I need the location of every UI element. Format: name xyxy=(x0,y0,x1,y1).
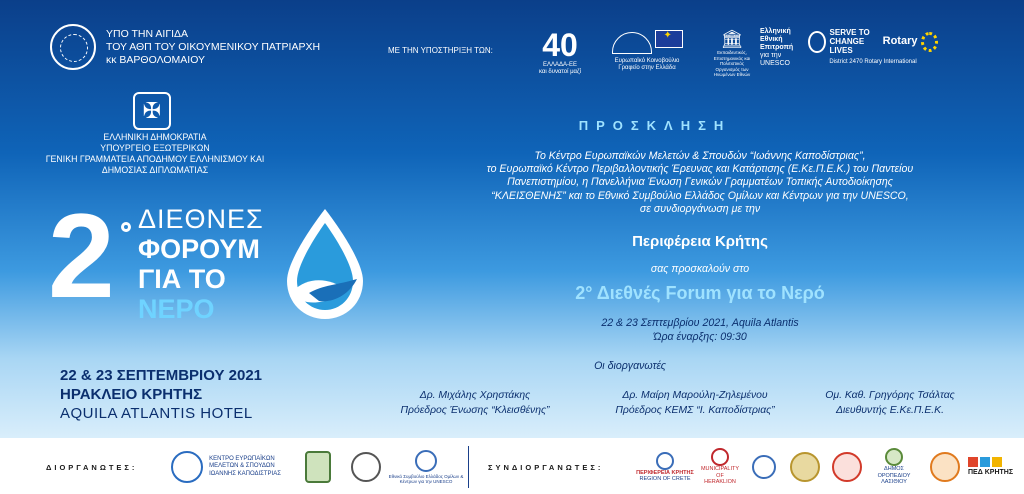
partner-logo-c xyxy=(830,446,864,488)
organizers-label: Οι διοργανωτές xyxy=(594,360,666,372)
sponsor-small: Εκπαιδευτικός, Επιστημονικός και Πολιτιστικός Οργανισμός των Ηνωμένων Εθνών xyxy=(713,50,751,77)
ped-crete-logo xyxy=(968,446,1018,488)
kems-line: ΚΕΝΤΡΟ ΕΥΡΩΠΑΪΚΩΝ xyxy=(209,455,275,462)
ped-shape-icon xyxy=(980,457,990,467)
organizer-name: Δρ. Μιχάλης Χρηστάκης xyxy=(419,390,531,401)
organizer-role: Πρόεδρος Ένωσης “Κλεισθένης” xyxy=(400,404,550,416)
rotary-gear-icon xyxy=(921,32,938,52)
logo-line-1: ΔΙΕΘΝΕΣ xyxy=(138,204,264,234)
ped-text-line: ΚΡΗΤΗΣ xyxy=(984,469,1014,476)
ministry-line: ΕΛΛΗΝΙΚΗ ΔΗΜΟΚΡΑΤΙΑ xyxy=(103,132,207,142)
ministry-line: ΔΗΜΟΣΙΑΣ ΔΙΠΛΩΜΑΤΙΑΣ xyxy=(101,165,209,175)
event-hotel: AQUILA ATLANTIS HOTEL xyxy=(60,405,253,422)
logo-line-4: ΝΕΡΟ xyxy=(138,294,215,324)
kems-line: ΙΩΑΝΝΗΣ ΚΑΠΟΔΙΣΤΡΙΑΣ xyxy=(209,470,281,477)
degree-mark-icon xyxy=(121,222,131,232)
partner-logo-d xyxy=(924,446,966,488)
event-when xyxy=(440,316,960,344)
invitation-line: “ΚΛΕΙΣΘΕΝΗΣ” και το Εθνικό Συμβούλιο Ελλάδος Ομίλων και Κέντρων για την UNESCO, xyxy=(491,189,909,202)
partner-logo-b xyxy=(788,446,822,488)
oropedio-text: ΛΑΣΙΘΙΟΥ xyxy=(881,479,907,486)
ped-shape-icon xyxy=(968,457,978,467)
start-time: Ώρα έναρξης: 09:30 xyxy=(653,331,747,343)
oropedio-logo xyxy=(868,446,920,488)
unesco-council-logo xyxy=(388,446,464,488)
sponsor-line: και δυνατοί μαζί xyxy=(538,69,581,75)
organizer-signature xyxy=(580,389,810,418)
invitation-line: Πανεπιστημίου, η Πανελλήνια Ένωση Γενικών Γραμματέων Τοπικής Αυτοδιοίκησης xyxy=(507,176,893,189)
municipality-text: HERAKLION xyxy=(704,479,736,486)
kems-logo xyxy=(166,446,286,488)
sponsor-greece-eu-logo xyxy=(530,28,590,74)
patriarchate-text xyxy=(106,28,320,67)
footer-organizers-label: ΔΙΟΡΓΑΝΩΤΕΣ: xyxy=(46,463,138,472)
region-name: Περιφέρεια Κρήτης xyxy=(632,233,768,250)
water-drop-icon xyxy=(275,205,375,325)
sponsor-40-number: 40 xyxy=(542,27,578,63)
invite-line: σας προσκαλούν στο xyxy=(650,263,750,275)
oropedio-emblem-icon xyxy=(885,448,903,466)
partner-emblem-icon xyxy=(752,455,776,479)
forum-logo-number: 2 xyxy=(48,189,115,323)
when-line: 22 & 23 Σεπτεμβρίου 2021, Aquila Atlantis xyxy=(601,317,799,329)
organizer-role: Διευθυντής Ε.Κε.Π.Ε.Κ. xyxy=(836,404,944,416)
kems-line: ΜΕΛΕΤΩΝ & ΣΠΟΥΔΩΝ xyxy=(209,463,275,470)
globe-icon xyxy=(808,31,826,53)
ped-text-line: ΠΕΔ xyxy=(968,469,983,476)
organizer-name: Ομ. Καθ. Γρηγόρης Τσάλτας xyxy=(825,390,955,401)
unesco-council-icon xyxy=(415,450,437,472)
sponsor-sub: για την UNESCO xyxy=(760,52,790,67)
rotary-wordmark: Rotary xyxy=(882,35,918,47)
event-date: 22 & 23 ΣΕΠΤΕΜΒΡΙΟΥ 2021 xyxy=(60,367,263,384)
patriarchate-block xyxy=(50,24,320,70)
region-crete-text: REGION OF CRETE xyxy=(639,476,691,482)
region-crete-logo xyxy=(636,446,694,488)
sponsor-line: CHANGE LIVES xyxy=(829,37,865,55)
oropedio-text: ΟΡΟΠΕΔΙΟΥ xyxy=(877,472,911,479)
ekepek-logo xyxy=(346,446,386,488)
invitation-line: Το Κέντρο Ευρωπαϊκών Μελετών & Σπουδών “Ιωάννης Καποδίστριας”, xyxy=(534,150,866,162)
parliament-icon xyxy=(612,32,652,54)
patriarchate-line: ΥΠΟ ΤΗΝ ΑΙΓΙΔΑ xyxy=(106,27,189,40)
organizer-signature xyxy=(350,389,600,418)
municipality-text: MUNICIPALITY OF xyxy=(700,466,740,479)
invitation-body xyxy=(440,150,960,216)
sponsor-line: Ευρωπαϊκό Κοινοβούλιο xyxy=(614,58,680,64)
forum-name: 2° Διεθνές Forum για το Νερό xyxy=(575,283,825,303)
invitation-title: ΠΡΟΣΚΛΗΣΗ xyxy=(578,118,732,133)
greek-emblem-icon: ✠ xyxy=(133,92,171,130)
sponsor-title: Ελληνική Εθνική Επιτροπή xyxy=(760,28,794,51)
ped-text xyxy=(968,469,1013,477)
kleisthenis-emblem-icon xyxy=(305,451,331,483)
sponsor-line: SERVE TO xyxy=(829,28,870,37)
ministry-line: ΥΠΟΥΡΓΕΙΟ ΕΞΩΤΕΡΙΚΩΝ xyxy=(100,143,210,153)
partner-emblem-icon xyxy=(832,452,862,482)
unesco-council-text: Εθνικό Συμβούλιο Ελλάδος Ομίλων & Κέντρων για την UNESCO xyxy=(388,474,464,484)
kems-emblem-icon xyxy=(171,451,203,483)
sponsor-rotary-logo xyxy=(808,28,938,74)
region-crete-emblem-icon xyxy=(656,452,674,470)
organizer-name: Δρ. Μαίρη Μαρούλη-Ζηλεμένου xyxy=(622,390,768,401)
support-label: ΜΕ ΤΗΝ ΥΠΟΣΤΗΡΙΞΗ ΤΩΝ: xyxy=(388,46,493,55)
organizer-signature xyxy=(800,389,980,418)
organizer-role: Πρόεδρος ΚΕΜΣ “Ι. Καποδίστριας” xyxy=(615,404,775,416)
footer-coorganizers-label: ΣΥΝΔΙΟΡΓΑΝΩΤΕΣ: xyxy=(488,463,604,472)
partner-logo-a xyxy=(748,446,780,488)
oropedio-text: ΔΗΜΟΣ xyxy=(884,466,904,473)
unesco-temple-icon: 🏛 xyxy=(720,29,744,49)
logo-line-2: ΦΟΡΟΥΜ xyxy=(138,234,260,264)
sponsor-line: Γραφείο στην Ελλάδα xyxy=(618,65,676,71)
kleisthenis-logo xyxy=(298,446,338,488)
eu-flag-icon xyxy=(655,30,683,48)
ekepek-portrait-icon xyxy=(351,452,381,482)
patriarchate-seal-icon xyxy=(50,24,96,70)
sponsor-unesco-committee-logo xyxy=(708,28,798,77)
municipality-emblem-icon xyxy=(711,448,729,466)
event-details xyxy=(60,366,262,423)
sponsor-european-parliament-logo xyxy=(612,28,682,74)
patriarchate-line: ΤΟΥ ΑΘΠ ΤΟΥ ΟΙΚΟΥΜΕΝΙΚΟΥ ΠΑΤΡΙΑΡΧΗ xyxy=(106,40,321,53)
municipality-logo xyxy=(698,446,742,488)
ministry-text xyxy=(40,132,270,176)
patriarchate-line: κκ ΒΑΡΘΟΛΟΜΑΙΟΥ xyxy=(106,53,206,66)
region-crete-text: ΠΕΡΙΦΕΡΕΙΑ ΚΡΗΤΗΣ xyxy=(636,469,694,476)
partner-emblem-icon xyxy=(930,452,960,482)
partner-emblem-icon xyxy=(790,452,820,482)
invitation-line: σε συνδιοργάνωση με την xyxy=(639,202,761,215)
forum-logo-title xyxy=(138,204,264,324)
invitation-line: το Ευρωπαϊκό Κέντρο Περιβαλλοντικής Έρευνας και Κατάρτισης (Ε.Κε.Π.Ε.Κ.) του Παντείου xyxy=(486,163,914,176)
footer-divider xyxy=(468,446,469,488)
logo-line-3: ΓΙΑ ΤΟ xyxy=(138,264,226,294)
sponsor-line: District 2470 Rotary International xyxy=(829,59,917,65)
event-city: ΗΡΑΚΛΕΙΟ ΚΡΗΤΗΣ xyxy=(60,386,203,403)
sponsor-line: ΕΛΛΑΔΑ-ΕΕ xyxy=(542,62,578,68)
ped-shape-icon xyxy=(992,457,1002,467)
ministry-line: ΓΕΝΙΚΗ ΓΡΑΜΜΑΤΕΙΑ ΑΠΟΔΗΜΟΥ ΕΛΛΗΝΙΣΜΟΥ ΚΑΙ xyxy=(45,154,265,164)
